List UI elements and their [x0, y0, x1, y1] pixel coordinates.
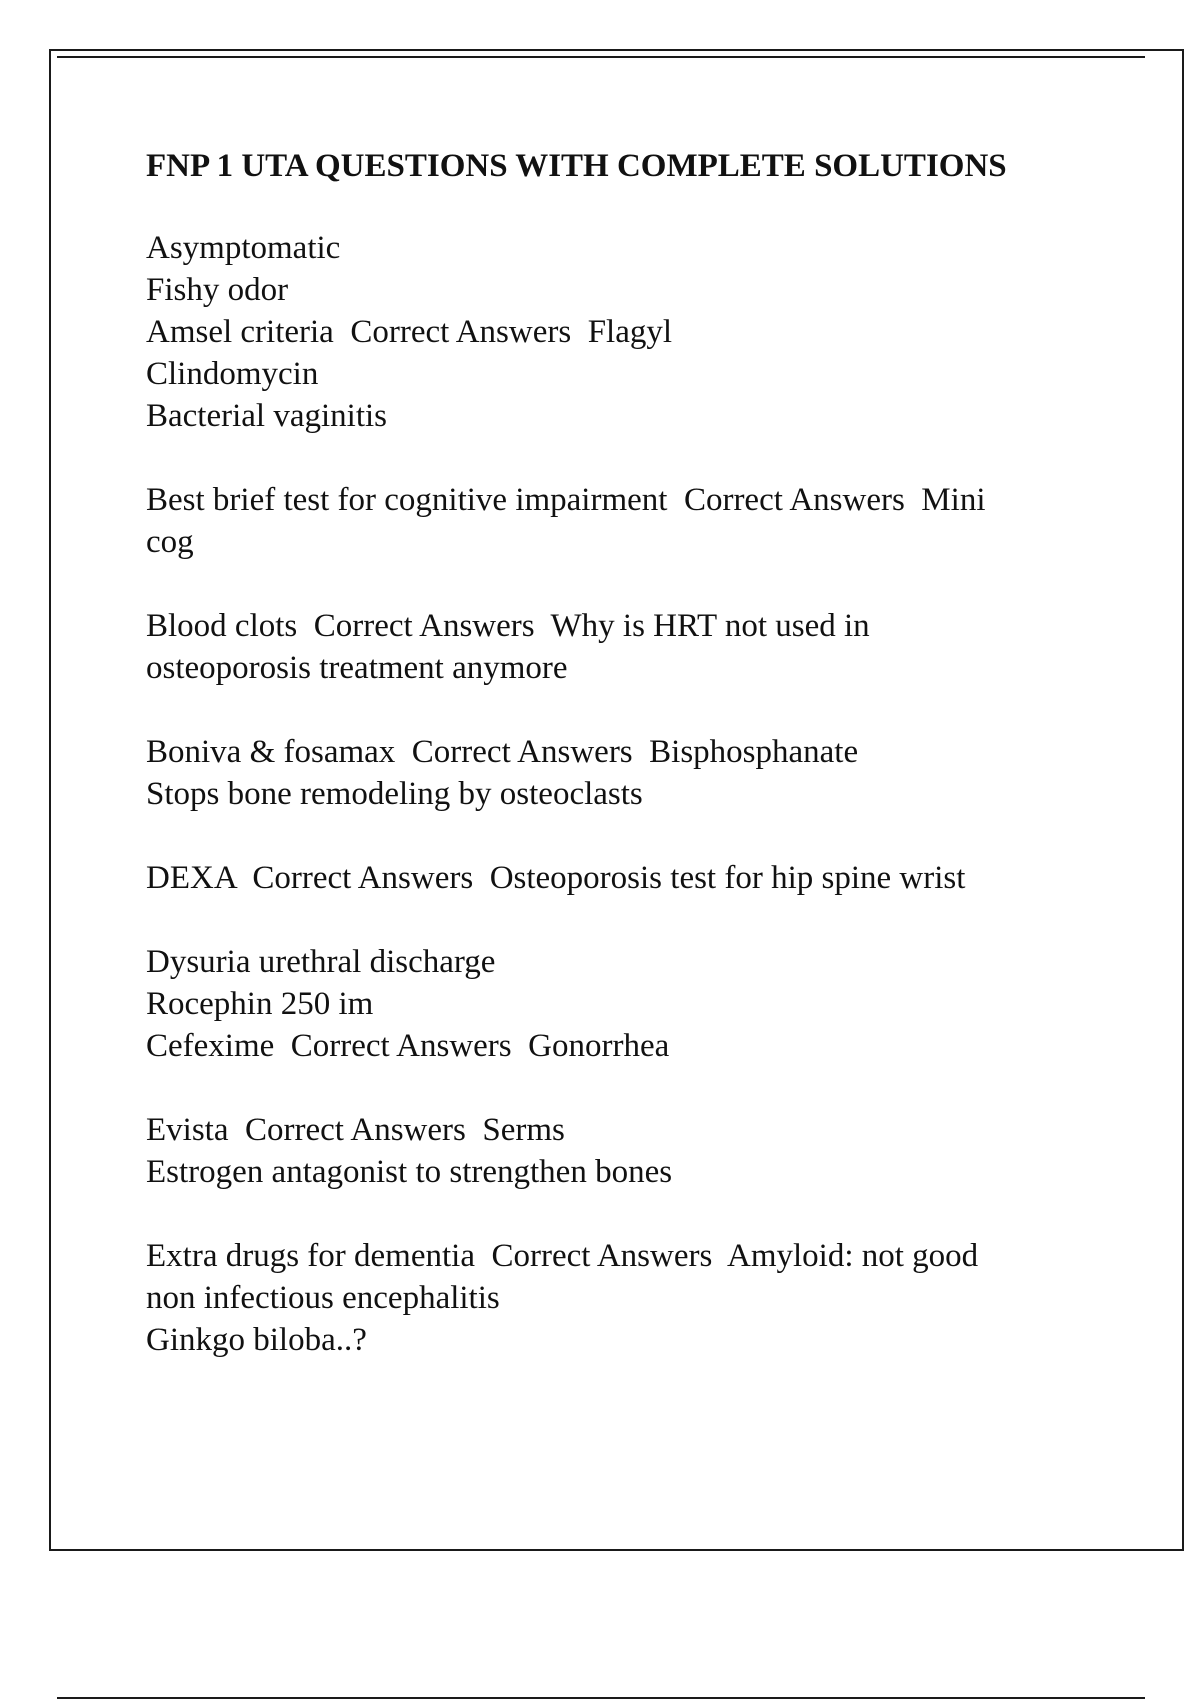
qa-line: Blood clots Correct Answers Why is HRT not used in: [146, 608, 870, 644]
qa-line: Bacterial vaginitis: [146, 398, 388, 434]
qa-block: [146, 1235, 1086, 1361]
qa-line: Evista Correct Answers Serms: [146, 1112, 565, 1148]
document-body: [146, 145, 1086, 1403]
qa-line: Fishy odor: [146, 272, 289, 308]
qa-block: [146, 605, 1086, 689]
qa-line: Dysuria urethral discharge: [146, 944, 496, 980]
qa-block: [146, 227, 1086, 437]
qa-line: Extra drugs for dementia Correct Answers Amyloid: not good: [146, 1238, 979, 1274]
qa-block: [146, 731, 1086, 815]
qa-line: Boniva & fosamax Correct Answers Bisphosphanate: [146, 734, 859, 770]
qa-line: Rocephin 250 im: [146, 986, 374, 1022]
qa-line: Amsel criteria Correct Answers Flagyl: [146, 314, 673, 350]
qa-block: [146, 1109, 1086, 1193]
qa-block: [146, 479, 1086, 563]
qa-block: [146, 857, 1086, 899]
qa-line: Ginkgo biloba..?: [146, 1322, 367, 1358]
top-rule: [57, 56, 1145, 58]
qa-line: osteoporosis treatment anymore: [146, 650, 568, 686]
qa-line: Clindomycin: [146, 356, 319, 392]
qa-line: DEXA Correct Answers Osteoporosis test for hip spine wrist: [146, 860, 966, 896]
qa-line: Cefexime Correct Answers Gonorrhea: [146, 1028, 670, 1064]
qa-block: [146, 941, 1086, 1067]
qa-line: Estrogen antagonist to strengthen bones: [146, 1154, 673, 1190]
bottom-rule: [57, 1697, 1145, 1699]
qa-line: Asymptomatic: [146, 230, 341, 266]
qa-line: cog: [146, 524, 194, 560]
qa-line: non infectious encephalitis: [146, 1280, 500, 1316]
qa-line: Stops bone remodeling by osteoclasts: [146, 776, 643, 812]
document-title: FNP 1 UTA QUESTIONS WITH COMPLETE SOLUTIONS: [146, 148, 1007, 184]
qa-line: Best brief test for cognitive impairment Correct Answers Mini: [146, 482, 986, 518]
